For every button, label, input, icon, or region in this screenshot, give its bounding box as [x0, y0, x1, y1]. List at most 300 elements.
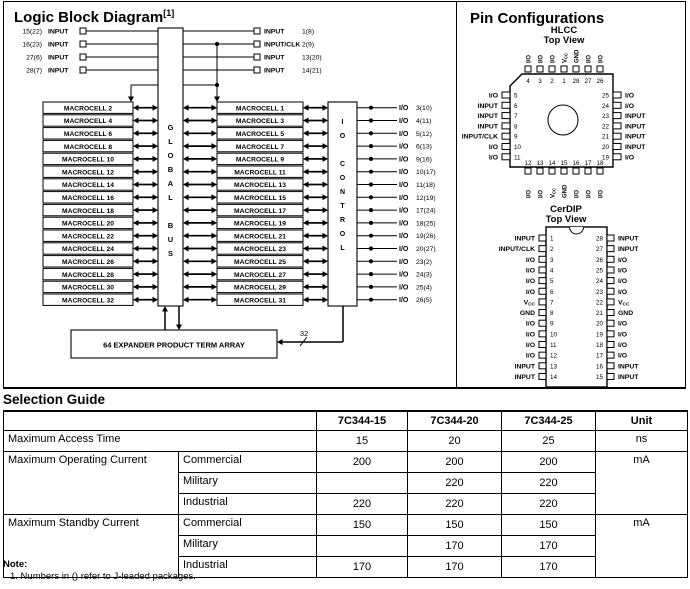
- pin-pad: [573, 66, 579, 72]
- pin-pad: [502, 102, 510, 108]
- pin-number: 27: [595, 246, 603, 254]
- junction-dot: [369, 259, 373, 263]
- pin-label: INPUT: [618, 246, 639, 254]
- macrocell-label: MACROCELL 9: [235, 156, 285, 164]
- pin-pad: [525, 168, 531, 174]
- pin-pad: [585, 168, 591, 174]
- pin-number: 16: [595, 363, 603, 371]
- pin-number: 7: [550, 299, 554, 307]
- pin-number: 13: [536, 160, 544, 167]
- pin-label: GND: [519, 310, 535, 318]
- input-pin-number: 13(20): [302, 54, 322, 62]
- pin-label: GND: [562, 184, 569, 198]
- pin-number: 18: [595, 342, 603, 349]
- pin-number: 8: [550, 310, 554, 318]
- pin-number: 14: [548, 160, 556, 167]
- pin-pad: [607, 373, 614, 379]
- pin-number: 5: [514, 92, 518, 100]
- pin-configuration-diagram: [456, 2, 686, 388]
- io-pin-label: I/O: [399, 258, 409, 266]
- io-pin-number: 4(11): [416, 118, 432, 125]
- pin-number: 25: [595, 267, 603, 275]
- arrowhead: [153, 194, 159, 200]
- macrocell-label: MACROCELL 24: [62, 246, 114, 254]
- arrowhead: [212, 233, 218, 239]
- arrowhead: [212, 246, 218, 252]
- io-pin-number: 25(4): [416, 284, 432, 292]
- pin-number: 12: [524, 160, 532, 167]
- io-pin-label: I/O: [399, 271, 409, 279]
- macrocell-label: MACROCELL 16: [62, 195, 114, 202]
- arrowhead: [133, 130, 139, 136]
- input-label: INPUT: [264, 28, 285, 36]
- input-pin-number: 16(23): [22, 41, 42, 49]
- selection-guide-title: Selection Guide: [3, 392, 106, 407]
- sub-label: Commercial: [179, 515, 317, 536]
- pin-label: I/O: [618, 320, 628, 328]
- sub-label: Military: [179, 536, 317, 557]
- sub-label: Commercial: [179, 452, 317, 473]
- io-control-letter: T: [340, 203, 345, 210]
- pin-number: 1: [550, 235, 554, 243]
- value-cell: 200: [408, 452, 502, 473]
- arrowhead: [212, 258, 218, 264]
- arrowhead: [303, 297, 309, 303]
- pin-number: 3: [550, 256, 554, 264]
- arrowhead: [133, 105, 139, 111]
- macrocell-label: MACROCELL 22: [62, 233, 114, 241]
- pin-label: I/O: [618, 256, 628, 264]
- pin-label: INPUT/CLK: [461, 133, 498, 141]
- cerdip-title: CerDIP: [550, 204, 582, 215]
- arrowhead: [153, 118, 159, 124]
- pin-label: VCC: [618, 299, 630, 308]
- value-cell: 150: [502, 515, 596, 536]
- cerdip-subtitle: Top View: [545, 214, 587, 225]
- macrocell-label: MACROCELL 20: [62, 220, 114, 228]
- pin-pad: [607, 352, 614, 358]
- pin-number: 26: [595, 256, 603, 264]
- junction-dot: [369, 144, 373, 148]
- pin-number: 11: [514, 154, 521, 162]
- arrowhead: [323, 258, 329, 264]
- pin-number: 9: [514, 133, 518, 141]
- arrowhead: [183, 258, 189, 264]
- value-cell: 150: [408, 515, 502, 536]
- io-pin-number: 24(3): [416, 271, 432, 279]
- pin-configurations-title: Pin Configurations: [470, 10, 605, 27]
- io-control-letter: O: [339, 133, 346, 140]
- pin-label: VCC: [562, 52, 569, 63]
- arrowhead: [133, 297, 139, 303]
- io-control-letter: C: [339, 161, 346, 168]
- macrocell-label: MACROCELL 1: [235, 105, 285, 113]
- arrowhead: [303, 118, 309, 124]
- pin-pad: [539, 352, 546, 358]
- pin-pad: [607, 246, 614, 252]
- pin-pad: [539, 342, 546, 348]
- pin-pad: [502, 144, 510, 150]
- input-label: INPUT: [264, 54, 285, 62]
- pin-label: I/O: [618, 331, 628, 339]
- arrowhead: [323, 105, 329, 111]
- pin-number: 3: [538, 78, 542, 85]
- arrowhead: [183, 271, 189, 277]
- pin-pad: [597, 168, 603, 174]
- arrowhead: [153, 246, 159, 252]
- pin-label: I/O: [574, 189, 581, 198]
- macrocell-label: MACROCELL 14: [62, 182, 114, 190]
- input-pin-number: 27(6): [26, 54, 42, 62]
- junction-dot: [369, 131, 373, 135]
- pin-label: I/O: [618, 267, 628, 275]
- junction-dot: [369, 272, 373, 276]
- arrowhead: [212, 143, 218, 149]
- arrowhead: [303, 284, 309, 290]
- junction-dot: [369, 221, 373, 225]
- value-cell: 20: [408, 431, 502, 452]
- junction-dot: [369, 195, 373, 199]
- global-bus-letter: B: [167, 165, 174, 174]
- pin-pad: [539, 331, 546, 337]
- arrowhead: [212, 297, 218, 303]
- io-pin-number: 3(10): [416, 105, 432, 113]
- pin-number: 17: [595, 352, 603, 360]
- arrowhead: [153, 207, 159, 213]
- value-cell: 170: [502, 536, 596, 557]
- pin-number: 2: [550, 78, 554, 85]
- junction-dot: [369, 234, 373, 238]
- global-bus-letter: L: [168, 193, 173, 202]
- arrowhead: [162, 306, 168, 312]
- value-cell: 170: [502, 557, 596, 578]
- arrowhead: [176, 325, 182, 331]
- arrowhead: [183, 169, 189, 175]
- pin-label: I/O: [538, 54, 545, 63]
- value-cell: 170: [408, 557, 502, 578]
- input-label: INPUT: [264, 67, 285, 75]
- arrowhead: [133, 143, 139, 149]
- pin-number: 19: [595, 331, 603, 339]
- io-control-letter: L: [340, 245, 345, 252]
- arrowhead: [133, 233, 139, 239]
- pin-pad: [539, 310, 546, 316]
- macrocell-label: MACROCELL 23: [234, 246, 286, 254]
- value-cell: [317, 473, 408, 494]
- pin-pad: [613, 113, 621, 119]
- param-access-time: Maximum Access Time: [4, 431, 317, 452]
- junction-dot: [369, 157, 373, 161]
- io-pin-label: I/O: [399, 105, 409, 113]
- pin-label: I/O: [538, 189, 545, 198]
- arrowhead: [183, 246, 189, 252]
- pin-number: 15: [595, 373, 603, 381]
- arrowhead: [133, 271, 139, 277]
- arrowhead: [323, 156, 329, 162]
- arrowhead: [323, 246, 329, 252]
- global-bus-letter: A: [167, 179, 174, 188]
- hlcc-subtitle: Top View: [543, 35, 585, 46]
- pin-number: 9: [550, 320, 554, 328]
- pin-label: I/O: [618, 278, 628, 286]
- unit-cell: mA: [596, 452, 688, 515]
- arrowhead: [128, 97, 134, 103]
- pin-label: I/O: [525, 331, 535, 339]
- global-bus-letter: S: [167, 249, 174, 258]
- pin-label: INPUT: [477, 113, 498, 121]
- macrocell-label: MACROCELL 7: [235, 143, 285, 151]
- arrowhead: [183, 143, 189, 149]
- pin-number: 11: [550, 342, 557, 349]
- pin-pad: [539, 320, 546, 326]
- pin-number: 28: [595, 235, 603, 243]
- arrowhead: [153, 258, 159, 264]
- pin-number: 23: [595, 288, 603, 296]
- header-7c344-20: 7C344-20: [408, 411, 502, 431]
- io-pin-number: 5(12): [416, 130, 432, 138]
- pin-label: I/O: [526, 189, 533, 198]
- pin-pad: [613, 144, 621, 150]
- pin-pad: [597, 66, 603, 72]
- arrowhead: [212, 118, 218, 124]
- pin-pad: [539, 363, 546, 369]
- pin-number: 22: [601, 123, 609, 131]
- value-cell: 220: [408, 473, 502, 494]
- pin-label: GND: [574, 49, 581, 63]
- input-buffer-symbol: [80, 67, 86, 73]
- io-pin-label: I/O: [399, 156, 409, 164]
- pin-pad: [539, 278, 546, 284]
- macrocell-label: MACROCELL 30: [62, 284, 114, 292]
- pin-pad: [539, 246, 546, 252]
- pin-pad: [502, 92, 510, 98]
- arrowhead: [183, 220, 189, 226]
- macrocell-label: MACROCELL 19: [234, 220, 286, 228]
- pin-label: I/O: [525, 320, 535, 328]
- input-label: INPUT: [48, 41, 69, 49]
- pin-label: I/O: [625, 154, 635, 162]
- io-pin-number: 17(24): [416, 207, 436, 215]
- global-bus-letter: L: [168, 137, 173, 146]
- macrocell-label: MACROCELL 5: [235, 131, 285, 138]
- logic-block-diagram: [4, 2, 456, 388]
- pin-label: I/O: [598, 189, 605, 198]
- io-pin-number: 12(19): [416, 194, 436, 202]
- pin-number: 12: [550, 352, 558, 360]
- arrowhead: [323, 143, 329, 149]
- pin-pad: [607, 363, 614, 369]
- header-blank-cell: [4, 411, 317, 431]
- pin-pad: [585, 66, 591, 72]
- arrowhead: [183, 105, 189, 111]
- macrocell-label: MACROCELL 29: [234, 284, 286, 292]
- param-operating-current: Maximum Operating Current: [4, 452, 179, 515]
- pin-label: I/O: [488, 144, 498, 151]
- pin-number: 24: [595, 278, 603, 286]
- pin-label: INPUT: [618, 373, 639, 381]
- macrocell-label: MACROCELL 17: [234, 207, 286, 215]
- input-buffer-symbol: [80, 54, 86, 60]
- value-cell: 200: [317, 452, 408, 473]
- table-row: [4, 431, 688, 452]
- arrowhead: [133, 207, 139, 213]
- pin-label: INPUT: [477, 123, 498, 131]
- arrowhead: [303, 156, 309, 162]
- io-pin-label: I/O: [399, 194, 409, 202]
- arrowhead: [323, 220, 329, 226]
- pin-label: I/O: [526, 54, 533, 63]
- pin-pad: [539, 299, 546, 305]
- arrowhead: [303, 220, 309, 226]
- header-7c344-25: 7C344-25: [502, 411, 596, 431]
- sub-label: Military: [179, 473, 317, 494]
- arrowhead: [133, 246, 139, 252]
- pin-pad: [607, 331, 614, 337]
- pin-pad: [539, 267, 546, 273]
- pin-number: 22: [595, 299, 603, 307]
- pin-number: 10: [550, 331, 558, 339]
- hlcc-outline: [510, 74, 613, 167]
- pin-number: 15: [560, 160, 568, 167]
- pin-number: 19: [601, 154, 609, 162]
- pin-label: INPUT: [618, 235, 639, 243]
- pin-label: VCC: [550, 187, 557, 198]
- macrocell-label: MACROCELL 12: [62, 169, 114, 177]
- macrocell-label: MACROCELL 32: [62, 297, 114, 305]
- input-pin-number: 14(21): [302, 67, 322, 75]
- pin-label: INPUT: [625, 113, 646, 121]
- pin-label: I/O: [525, 342, 535, 349]
- pin-pad: [613, 123, 621, 129]
- table-row: [4, 515, 688, 536]
- pin-label: INPUT: [625, 144, 646, 151]
- arrowhead: [323, 297, 329, 303]
- pin-label: I/O: [488, 92, 498, 100]
- pin-pad: [502, 113, 510, 119]
- arrowhead: [277, 339, 283, 345]
- pin-pad: [607, 278, 614, 284]
- pin-number: 4: [526, 78, 530, 85]
- io-pin-number: 9(16): [416, 156, 432, 164]
- arrowhead: [212, 271, 218, 277]
- io-pin-number: 23(2): [416, 258, 432, 266]
- io-pin-label: I/O: [399, 207, 409, 215]
- input-pin-number: 2(9): [302, 41, 315, 49]
- macrocell-label: MACROCELL 2: [63, 105, 113, 113]
- pin-number: 4: [550, 267, 554, 275]
- arrowhead: [212, 207, 218, 213]
- arrowhead: [214, 97, 220, 103]
- pin-pad: [502, 154, 510, 160]
- pin-number: 18: [596, 160, 604, 167]
- pin-number: 28: [572, 78, 580, 85]
- pin-label: INPUT: [514, 373, 535, 381]
- arrowhead: [153, 284, 159, 290]
- selection-guide-table: [3, 410, 688, 578]
- header-7c344-15: 7C344-15: [317, 411, 408, 431]
- pin-number: 8: [514, 123, 518, 131]
- macrocell-label: MACROCELL 10: [62, 156, 114, 164]
- io-pin-label: I/O: [399, 284, 409, 292]
- pin-label: INPUT: [625, 123, 646, 131]
- junction-dot: [369, 170, 373, 174]
- arrowhead: [153, 156, 159, 162]
- io-control-letter: O: [339, 231, 346, 238]
- arrowhead: [183, 194, 189, 200]
- input-label: INPUT/CLK: [264, 41, 301, 49]
- io-pin-label: I/O: [399, 297, 409, 305]
- value-cell: 220: [502, 494, 596, 515]
- arrowhead: [303, 246, 309, 252]
- io-pin-label: I/O: [399, 118, 409, 125]
- pin-number: 6: [550, 288, 554, 296]
- input-pin-number: 15(22): [22, 28, 42, 36]
- input-pin-number: 1(8): [302, 28, 315, 36]
- pin-pad: [539, 288, 546, 294]
- pin-number: 24: [601, 102, 609, 110]
- io-control-letter: O: [339, 175, 346, 182]
- pin-number: 10: [514, 144, 522, 151]
- arrowhead: [183, 118, 189, 124]
- arrowhead: [303, 169, 309, 175]
- pin-label: I/O: [618, 288, 628, 296]
- io-pin-number: 18(25): [416, 220, 436, 228]
- arrowhead: [153, 130, 159, 136]
- arrowhead: [153, 169, 159, 175]
- arrowhead: [153, 182, 159, 188]
- pin-label: I/O: [525, 352, 535, 360]
- value-cell: 220: [408, 494, 502, 515]
- global-bus-letter: G: [167, 123, 174, 132]
- pin-label: I/O: [525, 267, 535, 275]
- value-cell: 220: [502, 473, 596, 494]
- arrowhead: [153, 271, 159, 277]
- arrowhead: [133, 194, 139, 200]
- arrowhead: [212, 284, 218, 290]
- arrowhead: [153, 143, 159, 149]
- pin-label: I/O: [618, 352, 628, 360]
- arrowhead: [303, 130, 309, 136]
- value-cell: 25: [502, 431, 596, 452]
- io-pin-label: I/O: [399, 143, 409, 151]
- pin-label: I/O: [525, 278, 535, 286]
- pin-pad: [607, 320, 614, 326]
- io-pin-label: I/O: [399, 130, 409, 138]
- logic-diagram-title-footref: [1]: [163, 8, 175, 18]
- pin-pad: [613, 154, 621, 160]
- arrowhead: [153, 297, 159, 303]
- pin-label: GND: [618, 310, 634, 318]
- macrocell-label: MACROCELL 21: [234, 233, 286, 241]
- pin-number: 26: [596, 78, 604, 85]
- macrocell-label: MACROCELL 4: [63, 118, 113, 126]
- value-cell: [317, 536, 408, 557]
- arrowhead: [323, 233, 329, 239]
- pin-number: 6: [514, 102, 518, 110]
- arrowhead: [133, 182, 139, 188]
- pin-pad: [537, 66, 543, 72]
- macrocell-label: MACROCELL 6: [63, 131, 113, 138]
- pin-label: I/O: [525, 288, 535, 296]
- pin-number: 23: [601, 113, 609, 121]
- global-bus-letter: U: [167, 235, 174, 244]
- arrowhead: [183, 297, 189, 303]
- arrowhead: [183, 284, 189, 290]
- pin-label: I/O: [488, 154, 498, 162]
- pin-label: INPUT: [514, 363, 535, 371]
- arrowhead: [183, 156, 189, 162]
- pin-pad: [573, 168, 579, 174]
